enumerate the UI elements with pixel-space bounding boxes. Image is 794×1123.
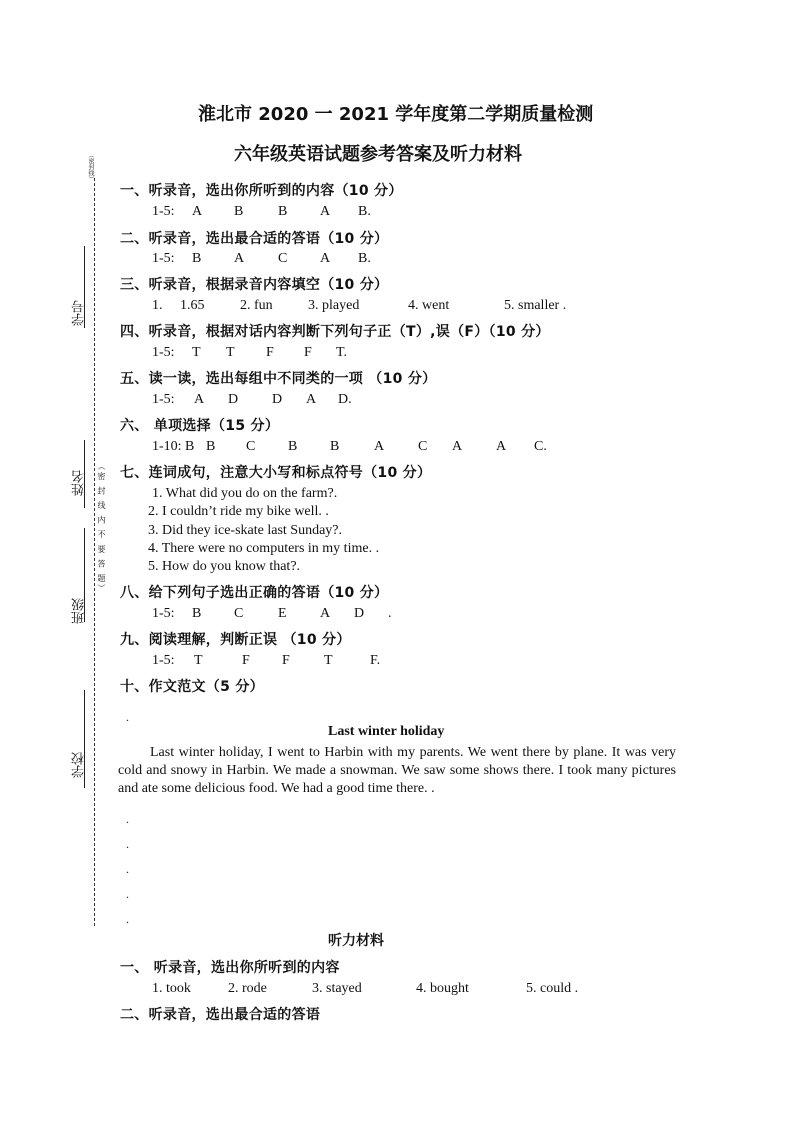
section-9-heading: 九、阅读理解，判断正误 （10 分） [120, 632, 351, 648]
no-answer-note: （密 封 线 内 不 要 答 题） [97, 462, 106, 594]
section-7-line-2: 2. I couldn’t ride my bike well. . [148, 504, 329, 519]
page-subtitle: 六年级英语试题参考答案及听力材料 [234, 144, 522, 165]
binding-note-top: （密封线） [87, 152, 94, 182]
section-2-answers: 1-5: B A C A B. [152, 251, 371, 266]
section-6-heading: 六、 单项选择（15 分） [120, 418, 280, 434]
section-5-answers: 1-5: A D D A D. [152, 392, 352, 407]
essay-title: Last winter holiday [328, 724, 445, 739]
blank-mark: . [126, 812, 129, 826]
section-8-answers: 1-5: B C E A D . [152, 606, 392, 621]
blank-mark: . [126, 837, 129, 851]
section-7-line-1: 1. What did you do on the farm?. [152, 486, 338, 501]
section-3-heading: 三、听录音，根据录音内容填空（10 分） [120, 277, 389, 293]
section-4-answers: 1-5: T T F F T. [152, 345, 348, 360]
listening-part-1-answers: 1. took 2. rode 3. stayed 4. bought 5. could . [152, 981, 579, 996]
section-9-answers: 1-5: T F F T F. [152, 653, 381, 668]
section-6-answers: 1-10: B B C B B A C A A C. [152, 439, 547, 454]
section-4-heading: 四、听录音，根据对话内容判断下列句子正（T）,误（F）（10 分） [120, 324, 550, 340]
class-label: 班级 [72, 598, 87, 624]
student-no-label: 学号 [72, 300, 87, 326]
section-10-heading: 十、作文范文（5 分） [120, 679, 264, 695]
listening-part-1-heading: 一、 听录音，选出你所听到的内容 [120, 960, 340, 976]
essay-body: Last winter holiday, I went to Harbin with my parents. We went there by plane. It was very cold and snowy in Harbin. We made a snowman. We saw some shows there. I took many pictures and ate some delicious food. We had a good time there. . [118, 745, 676, 796]
section-8-heading: 八、给下列句子选出正确的答语（10 分） [120, 585, 389, 601]
binding-dashed-line [94, 178, 95, 926]
page-title: 淮北市 2020 一 2021 学年度第二学期质量检测 [198, 104, 594, 125]
blank-mark: . [126, 887, 129, 901]
section-7-line-4: 4. There were no computers in my time. . [148, 541, 380, 556]
listening-part-2-heading: 二、听录音，选出最合适的答语 [120, 1007, 321, 1023]
section-5-heading: 五、读一读，选出每组中不同类的一项 （10 分） [120, 371, 437, 387]
blank-mark: . [126, 912, 129, 926]
name-label: 姓名 [72, 470, 87, 496]
blank-mark: . [126, 710, 129, 724]
school-label: 学校 [72, 752, 87, 778]
section-7-line-5: 5. How do you know that?. [148, 559, 301, 574]
blank-mark: . [126, 862, 129, 876]
section-7-heading: 七、连词成句，注意大小写和标点符号（10 分） [120, 465, 432, 481]
section-7-line-3: 3. Did they ice-skate last Sunday?. [148, 523, 343, 538]
listening-title: 听力材料 [328, 933, 384, 949]
section-1-heading: 一、听录音，选出你所听到的内容（10 分） [120, 183, 403, 199]
section-3-answers: 1. 1.65 2. fun 3. played 4. went 5. smaller . [152, 298, 567, 313]
section-2-heading: 二、听录音，选出最合适的答语（10 分） [120, 231, 389, 247]
section-1-answers: 1-5: A B B A B. [152, 204, 371, 219]
